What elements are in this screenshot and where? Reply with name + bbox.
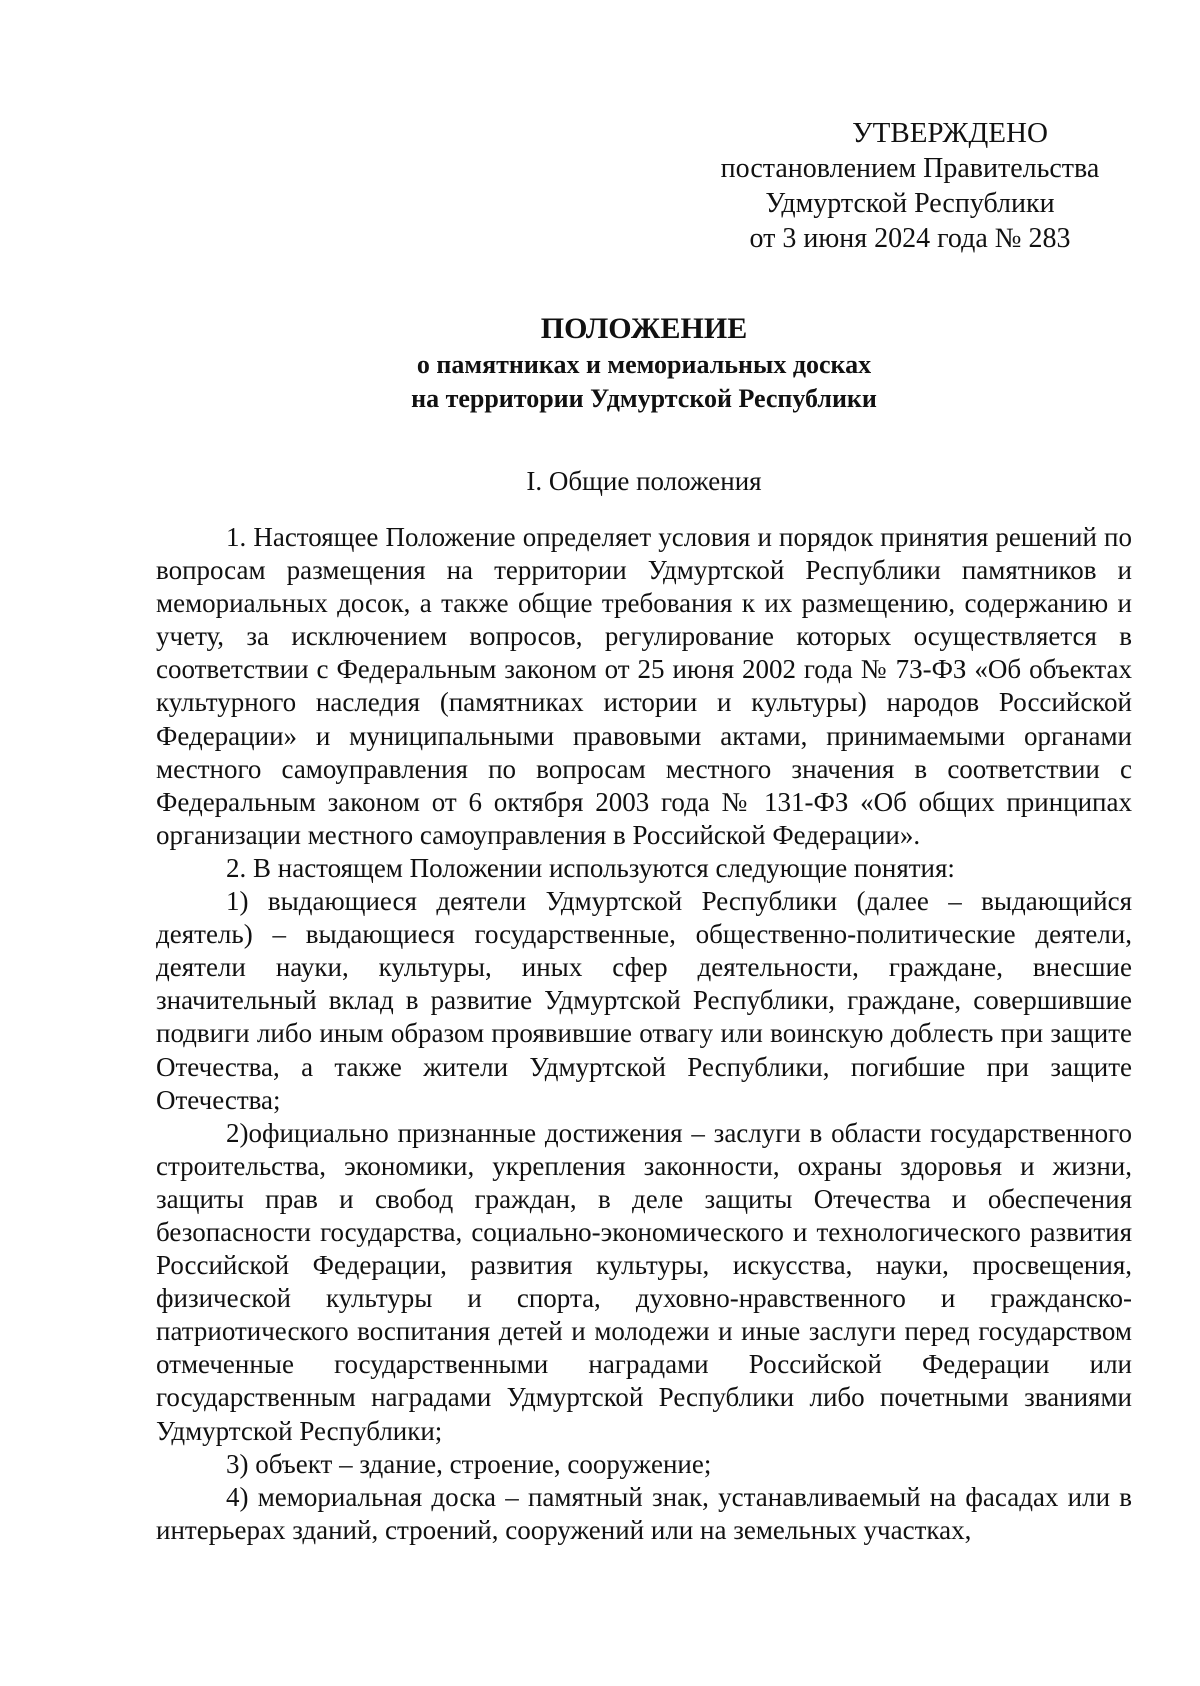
approval-line-2: Удмуртской Республики bbox=[765, 188, 1055, 219]
paragraph-2: 2. В настоящем Положении используются следующие понятия: bbox=[226, 852, 955, 883]
document-body bbox=[156, 521, 1132, 1547]
document-heading bbox=[156, 310, 1132, 416]
paragraph-2-item-3: 3) объект – здание, строение, сооружение; bbox=[226, 1448, 712, 1479]
approval-line-1: постановлением Правительства bbox=[720, 153, 1100, 184]
approval-line-3: от 3 июня 2024 года № 283 bbox=[749, 223, 1071, 254]
paragraph-2-item-2: 2)официально признанные достижения – заслуги в области государственного строительства, экономики, укрепления законности, охраны здоровья и жизни, защиты прав и свобод граждан, в деле защиты Отечества и обеспечения безопасности государства, социально-экономического и технологического развития Российской Федерации, развития культуры, искусства, науки, просвещения, физической культуры и спорта, духовно-нравственного и гражданско-патриотического воспитания детей и молодежи и иные заслуги перед государством отмеченные государственными наградами Российской Федерации или государственным наградами Удмуртской Республики либо почетными званиями Удмуртской Республики; bbox=[156, 1117, 1132, 1446]
document-subtitle-line-1: о памятниках и мемориальных досках bbox=[416, 350, 872, 379]
approval-title: УТВЕРЖДЕНО bbox=[852, 117, 1048, 149]
section-title: I. Общие положения bbox=[526, 466, 762, 496]
approval-stamp-block bbox=[690, 116, 1130, 256]
document-subtitle-line-2: на территории Удмуртской Республики bbox=[411, 384, 877, 413]
paragraph-2-item-4: 4) мемориальная доска – памятный знак, устанавливаемый на фасадах или в интерьерах зданий, строений, сооружений или на земельных участках, bbox=[156, 1481, 1132, 1545]
document-title: ПОЛОЖЕНИЕ bbox=[540, 312, 748, 345]
paragraph-1: 1. Настоящее Положение определяет условия и порядок принятия решений по вопросам размещения на территории Удмуртской Республики памятников и мемориальных досок, а также общие требования к их размещению, содержанию и учету, за исключением вопросов, регулирование которых осуществляется в соответствии с Федеральным законом от 25 июня 2002 года № 73-ФЗ «Об объектах культурного наследия (памятниках истории и культуры) народов Российской Федерации» и муниципальными правовыми актами, принимаемыми органами местного самоуправления по вопросам местного значения в соответствии с Федеральным законом от 6 октября 2003 года № 131-ФЗ «Об общих принципах организации местного самоуправления в Российской Федерации». bbox=[156, 522, 1132, 850]
paragraph-2-item-1: 1) выдающиеся деятели Удмуртской Республики (далее – выдающийся деятель) – выдающиеся государственные, общественно-политические деятели, деятели науки, культуры, иных сфер деятельности, граждане, внесшие значительный вклад в развитие Удмуртской Республики, граждане, совершившие подвиги либо иным образом проявившие отвагу или воинскую доблесть при защите Отечества, а также жители Удмуртской Республики, погибшие при защите Отечества; bbox=[156, 886, 1132, 1115]
